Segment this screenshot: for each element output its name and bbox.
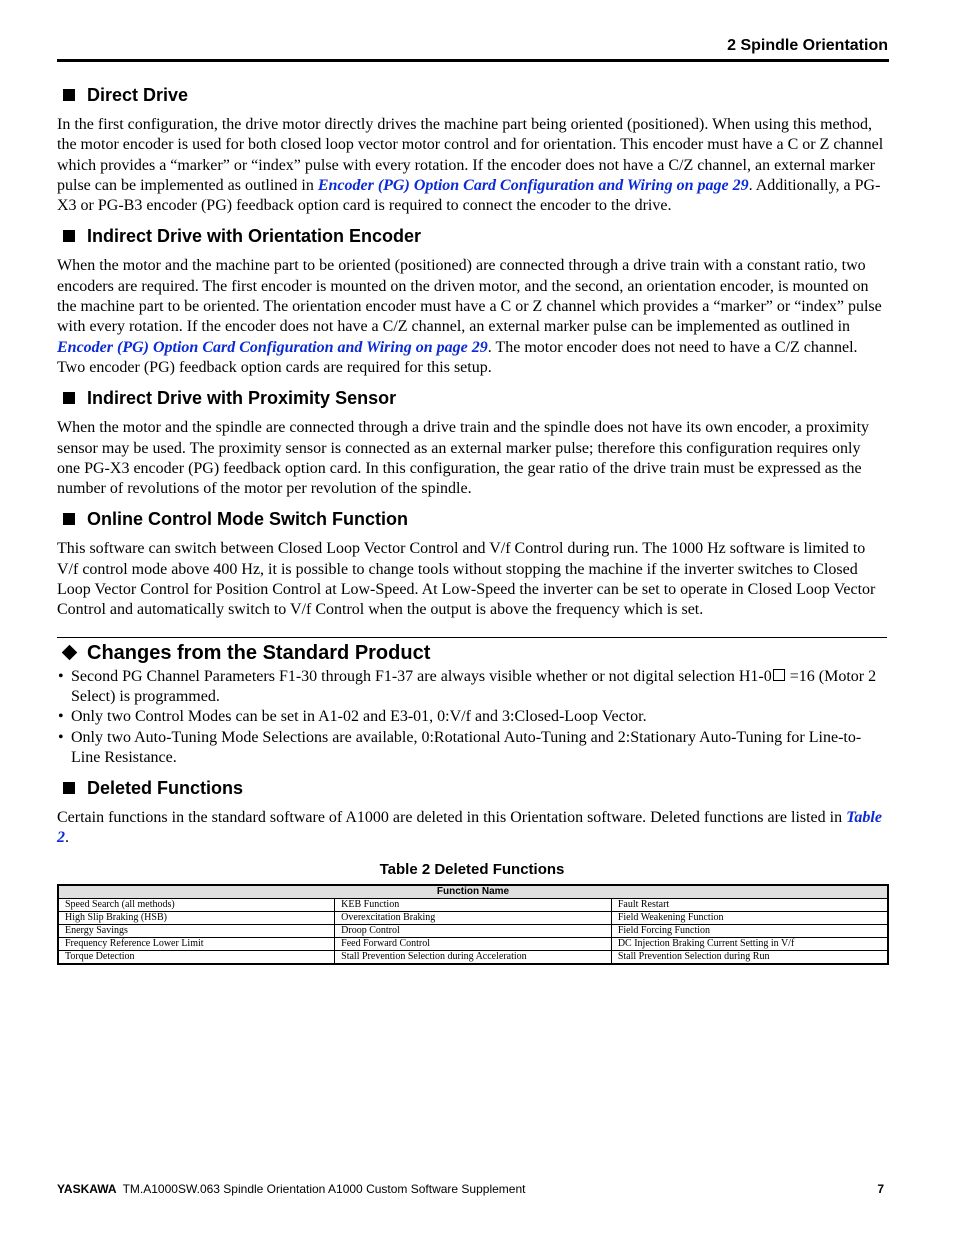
bullet-dot: •: [58, 708, 64, 726]
diamond-bullet-icon: [62, 645, 78, 661]
table-cell: Feed Forward Control: [335, 937, 612, 950]
table-header-cell: Function Name: [58, 885, 888, 899]
direct-drive-paragraph: [57, 115, 887, 216]
table-row: [58, 950, 888, 964]
section-heading-deleted-functions: [63, 776, 887, 800]
paragraph-text: . The motor encoder does not need to have a C/Z channel. Two encoder (PG) feedback option cards are required for this setup.: [57, 338, 858, 376]
square-bullet-icon: [63, 782, 75, 794]
section-divider: [57, 637, 887, 638]
table-row: [58, 937, 888, 950]
section-heading-label: Indirect Drive with Proximity Sensor: [87, 388, 397, 409]
table-cell: DC Injection Braking Current Setting in V/f: [611, 937, 888, 950]
list-item-text: Only two Auto-Tuning Mode Selections are available, 0:Rotational Auto-Tuning and 2:Stationary Auto-Tuning for Line-to-Line Resistance.: [71, 728, 862, 766]
table-cell: Stall Prevention Selection during Acceleration: [335, 950, 612, 964]
header-rule: [57, 59, 889, 62]
page-number: 7: [877, 1182, 884, 1196]
paragraph-text: When the motor and the machine part to be oriented (positioned) are connected through a drive train with a constant ratio, two encoders are required. The first encoder is mounted on the driven motor, and the second, an orientation encoder, is mounted on the machine part to be oriented. The orientation encoder must have a C or Z channel which provides a “marker” or “index” pulse with every rotation. If the encoder does not have a C/Z channel, an external marker pulse can be implemented as outlined in: [57, 257, 882, 336]
list-item-text: Second PG Channel Parameters F1-30 through F1-37 are always visible whether or not digital selection H1-0: [71, 667, 772, 685]
encoder-config-link[interactable]: Encoder (PG) Option Card Configuration and Wiring on page 29: [57, 338, 488, 356]
table-cell: Torque Detection: [58, 950, 335, 964]
table-row: [58, 911, 888, 924]
table-row: [58, 924, 888, 937]
footer: [57, 1182, 525, 1196]
footer-brand: YASKAWA: [57, 1182, 117, 1196]
section-heading-label: Deleted Functions: [87, 778, 244, 799]
table-cell: Overexcitation Braking: [335, 911, 612, 924]
square-bullet-icon: [63, 230, 75, 242]
list-item: [57, 707, 887, 727]
box-placeholder-icon: [773, 669, 785, 681]
table-cell: Frequency Reference Lower Limit: [58, 937, 335, 950]
running-header-title: 2 Spindle Orientation: [727, 37, 888, 54]
paragraph-text: .: [65, 829, 69, 847]
square-bullet-icon: [63, 513, 75, 525]
deleted-functions-paragraph: [57, 808, 887, 849]
paragraph-text: In the first configuration, the drive motor directly drives the machine part being oriented (positioned). When using this method, the motor encoder is used for both closed loop vector motor control and for orientation. This encoder must have a C or Z channel which provides a “marker” or “index” pulse with every rotation. If the encoder does not have a C/Z channel, an external marker pulse can be implemented as outlined in: [57, 116, 884, 194]
bullet-dot: •: [58, 728, 64, 746]
table-cell: Fault Restart: [611, 898, 888, 911]
table-caption: Table 2 Deleted Functions: [379, 860, 565, 878]
section-heading-online-switch: [63, 507, 887, 531]
section-heading-indirect-proximity: [63, 386, 887, 410]
table-2-link[interactable]: Table 2: [57, 809, 882, 847]
footer-doc-title: TM.A1000SW.063 Spindle Orientation A1000 Custom Software Supplement: [122, 1182, 526, 1196]
table-row: [58, 898, 888, 911]
section-heading-direct-drive: [63, 83, 887, 107]
indirect-encoder-paragraph: [57, 256, 887, 378]
page-content: [57, 83, 887, 965]
indirect-proximity-paragraph: When the motor and the spindle are connected through a drive train and the spindle does not have its own encoder, a proximity sensor may be used. The proximity sensor is connected as an external marker pulse; therefore this configuration requires only one PG-X3 encoder (PG) feedback option card. In this configuration, the gear ratio of the drive train must be expressed as the number of revolutions of the motor per revolution of the spindle.: [57, 419, 870, 498]
square-bullet-icon: [63, 89, 75, 101]
paragraph-text: . Additionally, a PG-X3 or PG-B3 encoder (PG) feedback option card is required to connect the encoder to the drive.: [57, 176, 881, 215]
encoder-config-link[interactable]: Encoder (PG) Option Card Configuration and Wiring on page 29: [317, 176, 749, 194]
table-cell: Droop Control: [335, 924, 612, 937]
table-cell: Field Weakening Function: [611, 911, 888, 924]
table-cell: Field Forcing Function: [611, 924, 888, 937]
changes-heading: [59, 640, 887, 666]
list-item-text: Only two Control Modes can be set in A1-02 and E3-01, 0:V/f and 3:Closed-Loop Vector.: [71, 708, 647, 726]
square-bullet-icon: [63, 392, 75, 404]
bullet-dot: •: [58, 667, 64, 685]
list-item: [57, 728, 887, 769]
changes-list: [57, 667, 887, 768]
table-cell: High Slip Braking (HSB): [58, 911, 335, 924]
paragraph-text: Certain functions in the standard software of A1000 are deleted in this Orientation software. Deleted functions are listed in: [57, 809, 847, 827]
list-item-text: =16 (Motor 2 Select) is programmed.: [71, 667, 877, 705]
table-cell: Stall Prevention Selection during Run: [611, 950, 888, 964]
list-item: [57, 667, 887, 708]
deleted-functions-table: [57, 884, 889, 965]
table-cell: Speed Search (all methods): [58, 898, 335, 911]
section-heading-label: Indirect Drive with Orientation Encoder: [87, 226, 422, 247]
online-switch-paragraph: This software can switch between Closed Loop Vector Control and V/f Control during run. The 1000 Hz software is limited to V/f control mode above 400 Hz, it is possible to change tools without stopping the machine if the inverter switches to Closed Loop Vector Control for Position Control at Low-Speed. At Low-Speed the inverter can be set to operate in Closed Loop Vector Control and automatically switch to V/f Control when the output is above the frequency which is set.: [57, 540, 876, 619]
section-heading-indirect-encoder: [63, 224, 887, 248]
section-heading-label: Online Control Mode Switch Function: [87, 509, 408, 530]
table-cell: KEB Function: [335, 898, 612, 911]
table-header-row: [58, 885, 888, 899]
section-heading-label: Direct Drive: [87, 85, 189, 105]
changes-heading-label: Changes from the Standard Product: [87, 641, 431, 664]
table-cell: Energy Savings: [58, 924, 335, 937]
